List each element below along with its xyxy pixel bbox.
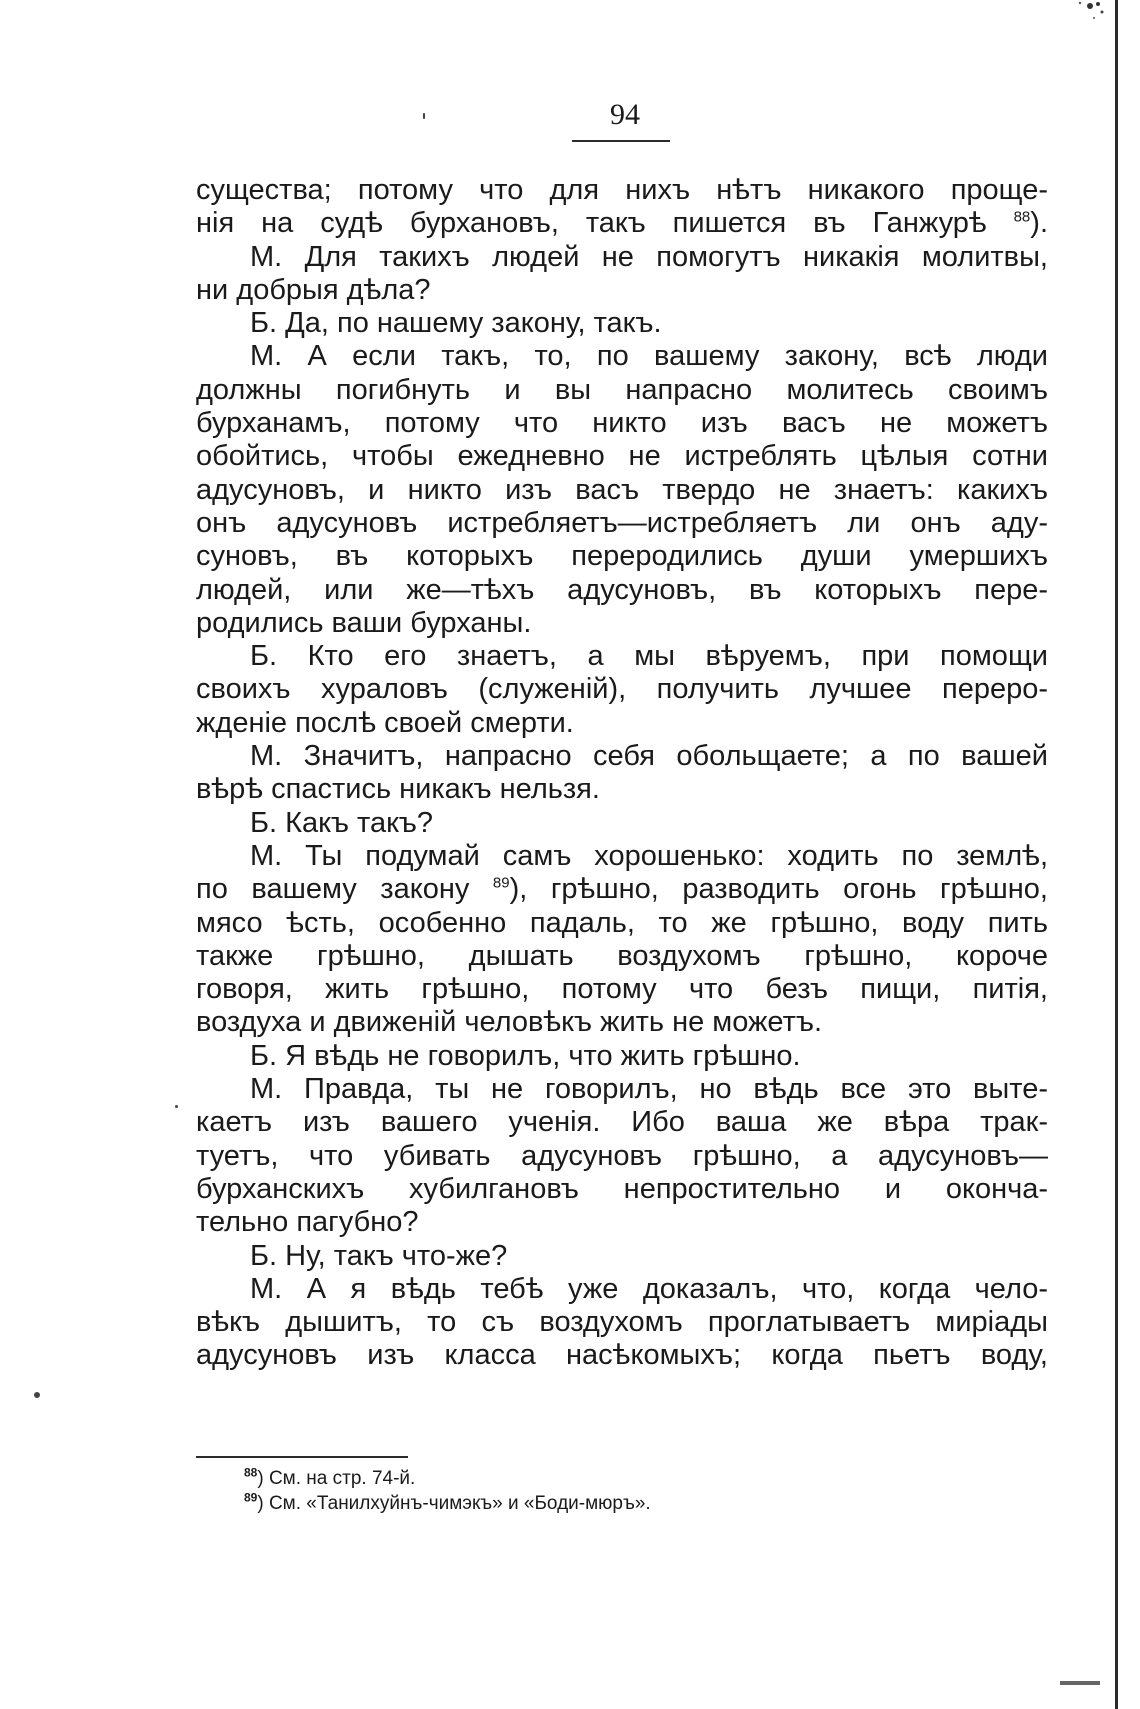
footnote-rule (196, 1456, 408, 1458)
text-line (196, 1073, 1048, 1106)
text-line (196, 1173, 1048, 1206)
text-line-content: тельно пагубно? (196, 1206, 419, 1239)
text-line-content: ни добрыя дѣла? (196, 273, 431, 306)
text-line (196, 973, 1048, 1006)
text-line (196, 840, 1048, 873)
text-line-content: также грѣшно, дышать воздухомъ грѣшно, короче (196, 939, 1048, 972)
text-line-content: адусуновъ изъ класса насѣкомыхъ; когда пьетъ воду, (196, 1339, 1048, 1372)
text-line-content: Б. Какъ такъ? (250, 806, 434, 839)
text-line-continuation: ), грѣшно, разводить огонь грѣшно, (509, 873, 1048, 906)
footnote-reference: 89 (492, 874, 510, 892)
text-line (196, 707, 1048, 740)
text-line-content: М. Ты подумай самъ хорошенько: ходить по землѣ, (250, 839, 1048, 872)
text-line-content: бурханскихъ хубилгановъ непростительно и оконча- (196, 1172, 1048, 1205)
text-line-content: М. Правда, ты не говорилъ, но вѣдь все это выте- (250, 1073, 1048, 1106)
text-line (196, 540, 1048, 573)
text-line-content: людей, или же—тѣхъ адусуновъ, въ которыхъ пере- (196, 573, 1048, 606)
text-line-content: Б. Кто его знаетъ, а мы вѣруемъ, при помощи (250, 640, 1048, 673)
text-line-content: по вашему закону (196, 873, 493, 906)
footnote (244, 1466, 1044, 1491)
text-line-content: каетъ изъ вашего ученія. Ибо ваша же вѣра трак- (196, 1106, 1048, 1139)
text-line-content: говоря, жить грѣшно, потому что безъ пищи, питія, (196, 973, 1048, 1006)
body-text (196, 174, 1048, 1373)
text-line (196, 1040, 1048, 1073)
text-line-content: адусуновъ, и никто изъ васъ твердо не знаетъ: какихъ (196, 473, 1048, 506)
text-line (196, 640, 1048, 673)
scan-speck (175, 1105, 178, 1108)
footnote-number: 89 (244, 1490, 258, 1505)
text-line-content: вѣкъ дышитъ, то съ воздухомъ проглатываетъ миріады (196, 1306, 1048, 1339)
text-line-content: жденіе послѣ своей смерти. (196, 706, 574, 739)
text-line-content: Б. Ну, такъ что-же? (250, 1239, 508, 1272)
text-line-content: Б. Я вѣдь не говорилъ, что жить грѣшно. (250, 1039, 801, 1072)
text-line (196, 374, 1048, 407)
scan-bottom-mark (1060, 1681, 1100, 1685)
text-line (196, 940, 1048, 973)
text-line-content: туетъ, что убивать адусуновъ грѣшно, а адусуновъ— (196, 1139, 1048, 1172)
text-line (196, 673, 1048, 706)
text-line (196, 307, 1048, 340)
footnote-text: ) См. на стр. 74-й. (257, 1468, 416, 1489)
text-line-content: должны погибнуть и вы напрасно молитесь своимъ (196, 373, 1048, 406)
footnotes (244, 1466, 1044, 1516)
footnote-number: 88 (244, 1465, 258, 1480)
text-line (196, 1206, 1048, 1239)
text-line (196, 474, 1048, 507)
footnote (244, 1491, 1044, 1516)
text-line-content: воздуха и движеній человѣкъ жить не можетъ. (196, 1006, 823, 1039)
text-line (196, 773, 1048, 806)
text-line-content: М. А я вѣдь тебѣ уже доказалъ, что, когда чело- (250, 1272, 1048, 1305)
text-line-content: онъ адусуновъ истребляетъ—истребляетъ ли онъ аду- (196, 506, 1048, 539)
text-line-content: М. Значитъ, напрасно себя обольщаете; а по вашей (250, 740, 1048, 773)
text-line (196, 607, 1048, 640)
text-line (196, 1006, 1048, 1039)
text-line-content: вѣрѣ спастись никакъ нельзя. (196, 773, 600, 806)
text-line (196, 241, 1048, 274)
text-line-content: М. А если такъ, то, по вашему закону, всѣ люди (250, 340, 1048, 373)
text-line-content: мясо ѣсть, особенно падаль, то же грѣшно, воду пить (196, 906, 1048, 939)
text-line (196, 907, 1048, 940)
text-line (196, 740, 1048, 773)
text-line (196, 507, 1048, 540)
text-line (196, 1273, 1048, 1306)
footnote-reference: 88 (1013, 208, 1031, 226)
text-line (196, 274, 1048, 307)
text-line-content: нія на судѣ бурхановъ, такъ пишется въ Ганжурѣ (196, 207, 1014, 240)
text-line-content: Б. Да, по нашему закону, такъ. (250, 307, 662, 340)
text-line (196, 574, 1048, 607)
text-line (196, 207, 1048, 240)
text-line (196, 1339, 1048, 1372)
page-edge-border (1115, 0, 1118, 1709)
scan-corner-noise (1050, 0, 1110, 30)
text-line-content: своихъ хураловъ (служеній), получить лучшее перерo- (196, 673, 1048, 706)
footnote-text: ) См. «Танилхуйнъ-чимэкъ» и «Боди-мюръ». (257, 1493, 651, 1514)
text-line (196, 407, 1048, 440)
text-line-continuation: ). (1030, 207, 1048, 240)
text-line (196, 1240, 1048, 1273)
text-line-content: бурханамъ, потому что никто изъ васъ не можетъ (196, 407, 1048, 440)
text-line-content: родились ваши бурханы. (196, 606, 532, 639)
text-line (196, 807, 1048, 840)
text-line (196, 1140, 1048, 1173)
text-line (196, 440, 1048, 473)
text-line-content: обойтись, чтобы ежедневно не истреблять цѣлыя сотни (196, 440, 1048, 473)
text-line (196, 1106, 1048, 1139)
text-line-content: суновъ, въ которыхъ переродились души умершихъ (196, 540, 1048, 573)
scan-speck (423, 113, 425, 119)
text-line (196, 174, 1048, 207)
text-line-content: М. Для такихъ людей не помогутъ никакія молитвы, (250, 240, 1048, 273)
page-number: 94 (610, 98, 640, 131)
page-number-rule (572, 140, 670, 142)
text-line (196, 873, 1048, 906)
scan-speck (34, 1392, 40, 1398)
text-line (196, 340, 1048, 373)
text-line-content: существа; потому что для нихъ нѣтъ никакого проще- (196, 174, 1048, 206)
text-line (196, 1306, 1048, 1339)
